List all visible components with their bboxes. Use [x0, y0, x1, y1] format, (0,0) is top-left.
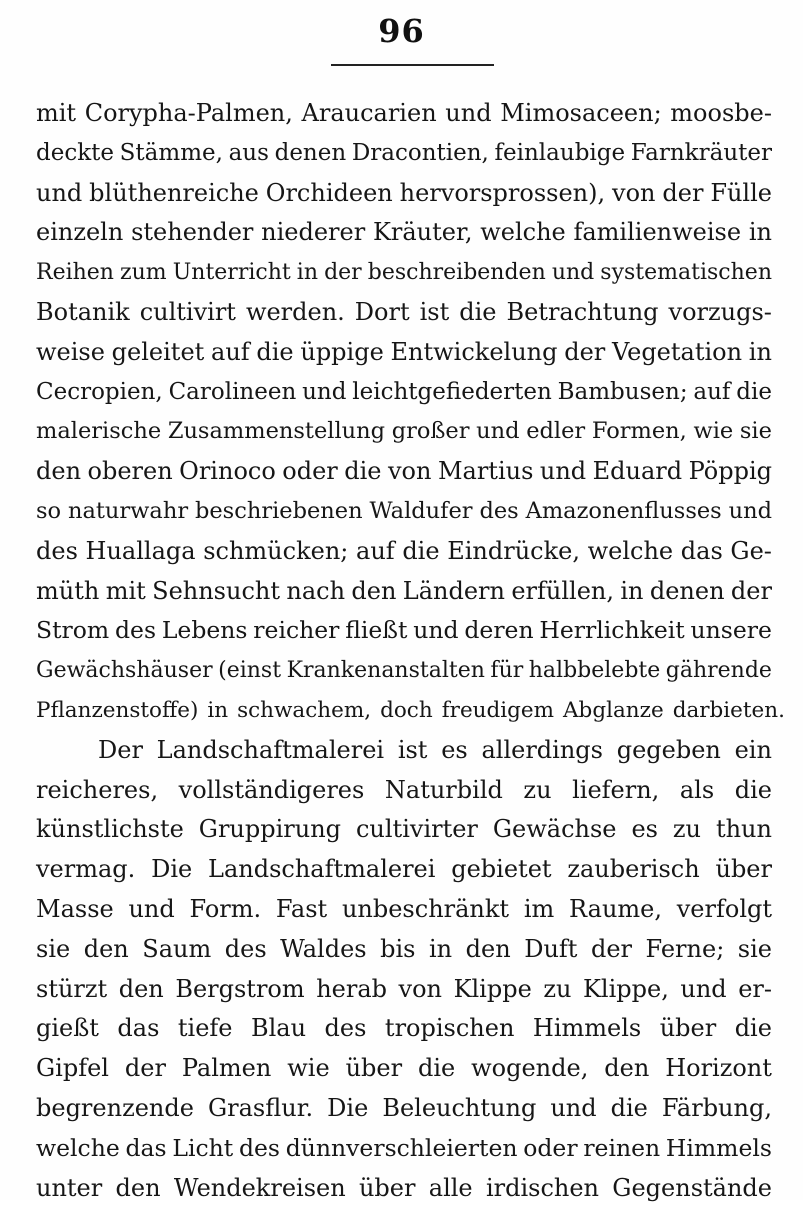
page-number: 96	[378, 12, 425, 50]
text-line: Botanik cultivirt werden. Dort ist die Betrachtung vorzugs-	[36, 297, 772, 326]
text-line: deckte Stämme, aus denen Dracontien, feinlaubige Farnkräuter	[36, 139, 772, 166]
text-line: malerische Zusammenstellung großer und edler Formen, wie sie	[36, 418, 772, 445]
text-line: Masse und Form. Fast unbeschränkt im Raume, verfolgt	[36, 894, 772, 923]
text-line: Strom des Lebens reicher fließt und deren Herrlichkeit unsere	[36, 616, 772, 645]
text-line: reicheres, vollständigeres Naturbild zu liefern, als die	[36, 775, 772, 804]
text-line: des Huallaga schmücken; auf die Eindrücke, welche das Ge-	[36, 536, 772, 565]
header-rule	[331, 64, 494, 66]
body-text	[36, 94, 785, 1208]
text-line: den oberen Orinoco oder die von Martius und Eduard Pöppig	[36, 457, 772, 486]
text-line: einzeln stehender niederer Kräuter, welche familienweise in	[36, 218, 772, 247]
text-line: sie den Saum des Waldes bis in den Duft der Ferne; sie	[36, 934, 772, 963]
text-line: gießt das tiefe Blau des tropischen Himmels über die	[36, 1014, 772, 1043]
text-line: weise geleitet auf die üppige Entwickelung der Vegetation in	[36, 337, 772, 366]
text-line: Der Landschaftmalerei ist es allerdings gegeben ein	[98, 735, 772, 764]
text-line: Reihen zum Unterricht in der beschreibenden und systematischen	[36, 260, 772, 286]
text-line: Gipfel der Palmen wie über die wogende, den Horizont	[36, 1054, 772, 1083]
text-line: mit Corypha-Palmen, Araucarien und Mimosaceen; moosbe-	[36, 99, 772, 127]
text-line: so naturwahr beschriebenen Waldufer des Amazonenflusses und	[36, 497, 772, 524]
text-line: künstlichste Gruppirung cultivirter Gewächse es zu thun	[36, 815, 772, 844]
text-line: Cecropien, Carolineen und leichtgefiederten Bambusen; auf die	[36, 378, 772, 405]
text-line: welche das Licht des dünnverschleierten oder reinen Himmels	[36, 1133, 772, 1162]
text-line: begrenzende Grasflur. Die Beleuchtung und die Färbung,	[36, 1093, 772, 1122]
text-line: vermag. Die Landschaftmalerei gebietet zauberisch über	[36, 855, 772, 884]
text-line: müth mit Sehnsucht nach den Ländern erfüllen, in denen der	[36, 576, 772, 605]
text-line: Pflanzenstoffe) in schwachem, doch freudigem Abglanze darbieten.	[36, 697, 785, 723]
text-line: Gewächshäuser (einst Krankenanstalten für halbbelebte gährende	[36, 658, 772, 684]
text-line: unter den Wendekreisen über alle irdischen Gegenstände	[36, 1173, 772, 1202]
text-line: stürzt den Bergstrom herab von Klippe zu Klippe, und er-	[36, 974, 772, 1003]
text-line: und blüthenreiche Orchideen hervorsprossen), von der Fülle	[36, 178, 772, 207]
